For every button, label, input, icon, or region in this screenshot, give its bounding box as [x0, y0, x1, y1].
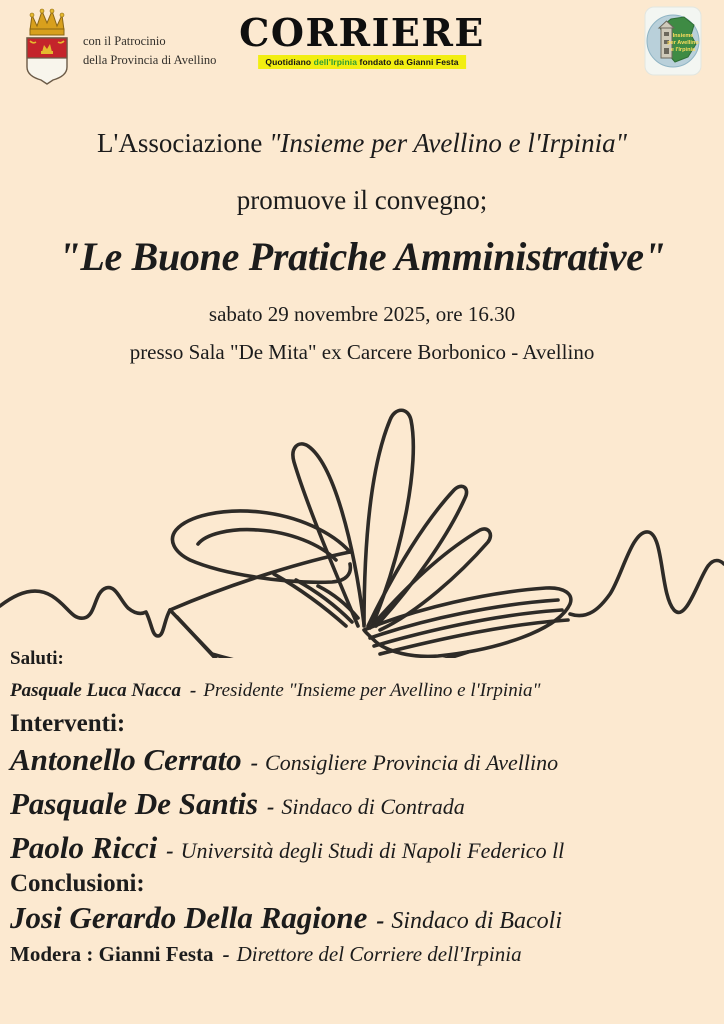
person-role: Sindaco di Contrada — [281, 794, 465, 819]
book-line-art — [0, 368, 724, 658]
moderator-label: Modera : Gianni Festa — [10, 942, 214, 966]
patronage-line1: con il Patrocinio — [83, 34, 166, 48]
association-line-quoted: "Insieme per Avellino e l'Irpinia" — [269, 128, 627, 158]
moderator-role: Direttore del Corriere dell'Irpinia — [236, 942, 522, 966]
corriere-masthead — [239, 10, 485, 70]
interventi-row — [10, 742, 718, 778]
separator: - — [189, 680, 197, 701]
person-role: Università degli Studi di Napoli Federico ll — [180, 838, 565, 863]
patronage-line2: della Provincia di Avellino — [83, 53, 217, 68]
patronage-text — [83, 32, 216, 71]
person-name: Josi Gerardo Della Ragione — [10, 900, 368, 935]
coat-of-arms-icon — [20, 6, 74, 86]
logo-text-line3: e l'Irpinia — [670, 47, 696, 53]
saluti-row — [10, 680, 718, 702]
tagline-part1: Quotidiano — [265, 57, 314, 67]
separator: - — [166, 838, 174, 863]
conclusioni-row — [10, 900, 718, 936]
patronage-block — [20, 6, 216, 86]
corriere-tagline — [258, 55, 465, 69]
program-block — [10, 648, 718, 967]
event-date: sabato 29 novembre 2025, ore 16.30 — [208, 302, 516, 326]
interventi-row — [10, 786, 718, 822]
person-role: Sindaco di Bacoli — [391, 908, 563, 934]
separator: - — [376, 908, 385, 934]
saluti-label: Saluti: — [10, 648, 64, 669]
conclusioni-label: Conclusioni: — [10, 870, 145, 897]
moderator-row — [10, 942, 718, 967]
event-title: "Le Buone Pratiche Amministrative" — [58, 234, 666, 279]
person-role: Consigliere Provincia di Avellino — [265, 750, 559, 775]
person-name: Antonello Cerrato — [10, 742, 242, 777]
person-name: Pasquale De Santis — [10, 786, 259, 821]
interventi-row — [10, 830, 718, 866]
association-line — [0, 128, 724, 159]
promotes-line: promuove il convegno; — [236, 185, 488, 215]
person-name: Paolo Ricci — [10, 830, 158, 865]
separator: - — [267, 794, 275, 819]
logo-text-line2: per Avellino — [667, 40, 699, 46]
intro-block — [0, 128, 724, 365]
person-name: Pasquale Luca Nacca — [10, 680, 181, 701]
corriere-title: CORRIERE — [239, 10, 485, 55]
separator: - — [222, 942, 230, 966]
interventi-label: Interventi: — [10, 710, 126, 737]
tagline-part3: fondato da Gianni Festa — [357, 57, 459, 67]
association-logo — [644, 6, 702, 81]
tagline-part2: dell'Irpinia — [313, 57, 358, 67]
person-role: Presidente "Insieme per Avellino e l'Irpinia" — [203, 680, 541, 701]
separator: - — [250, 750, 259, 775]
logo-text-line1: Insieme — [672, 33, 694, 39]
association-logo-icon — [644, 6, 702, 76]
event-venue: presso Sala "De Mita" ex Carcere Borbonico - Avellino — [129, 340, 595, 364]
association-line-prefix: L'Associazione — [97, 128, 270, 158]
